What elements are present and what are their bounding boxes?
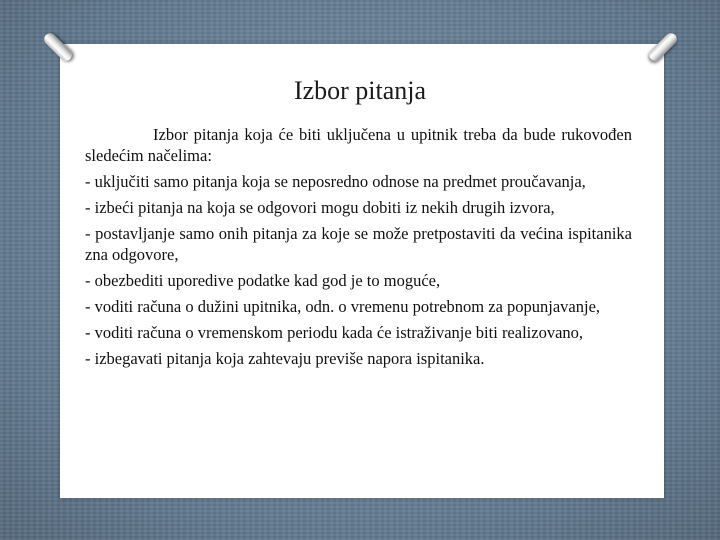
slide-title <box>0 76 720 106</box>
slide-title-text: Izbor pitanja <box>293 76 427 105</box>
slide-body <box>85 124 632 374</box>
list-item: - obezbediti uporedive podatke kad god je to moguće, <box>85 271 441 290</box>
list-item: - voditi računa o vremenskom periodu kada će istraživanje biti realizovano, <box>85 323 584 342</box>
list-item: - uključiti samo pitanja koja se neposredno odnose na predmet proučavanja, <box>85 172 586 191</box>
list-item: - izbeći pitanja na koja se odgovori mogu dobiti iz nekih drugih izvora, <box>85 198 555 217</box>
intro-paragraph: Izbor pitanja koja će biti uključena u upitnik treba da bude rukovođen sledećim načelima: <box>85 125 632 165</box>
list-item: - izbegavati pitanja koja zahtevaju previše napora ispitanika. <box>85 349 485 368</box>
list-item: - voditi računa o dužini upitnika, odn. o vremenu potrebnom za popunjavanje, <box>85 297 601 316</box>
list-item: - postavljanje samo onih pitanja za koje se može pretpostaviti da većina ispitanika zna odgovore, <box>85 224 632 264</box>
